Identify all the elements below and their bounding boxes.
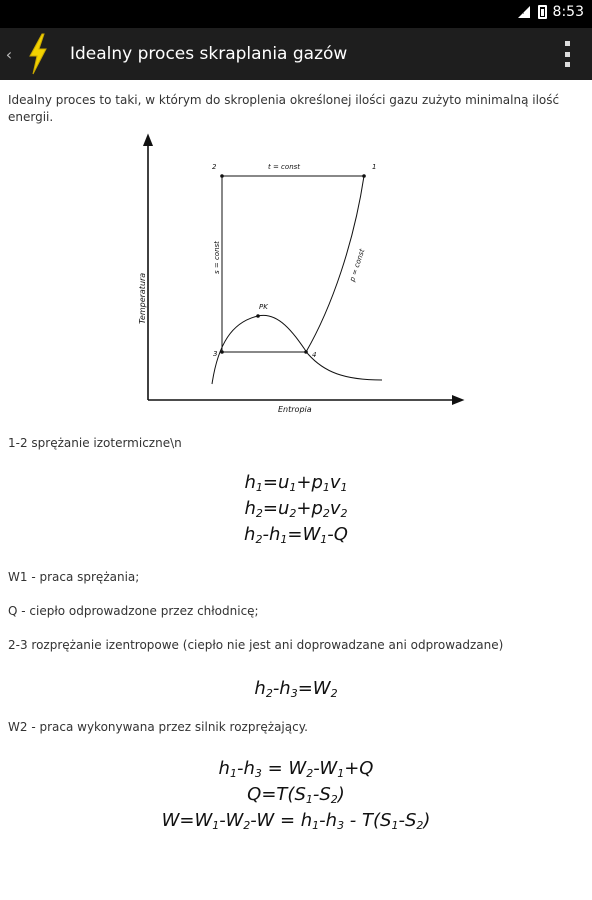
isobar-label: p = const bbox=[348, 248, 367, 283]
action-bar bbox=[0, 28, 592, 80]
intro-paragraph: Idealny proces to taki, w którym do skroplenia określonej ilości gazu zużyto minimalną ilość energii. bbox=[8, 93, 560, 124]
equation-h2-minus-h3: $h_2-h_3=W_2$ bbox=[254, 678, 338, 700]
isentrope-label: s = const bbox=[213, 241, 221, 274]
ts-diagram bbox=[132, 132, 472, 424]
isotherm-label: t = const bbox=[268, 163, 301, 171]
critical-point-label: PK bbox=[259, 303, 268, 311]
point-label-3: 3 bbox=[213, 350, 218, 358]
equation-h1: $h_1=u_1+p_1v_1$ bbox=[244, 472, 348, 494]
w1-text: W1 - praca sprężania; bbox=[8, 570, 140, 584]
svg-text:×: × bbox=[518, 8, 525, 16]
q-text: Q - ciepło odprowadzone przez chłodnicę; bbox=[8, 604, 259, 618]
back-chevron-icon[interactable]: ‹ bbox=[5, 44, 13, 64]
overflow-menu-icon[interactable] bbox=[564, 41, 570, 67]
status-icons bbox=[516, 4, 584, 20]
point-label-4: 4 bbox=[312, 351, 317, 359]
battery-icon bbox=[538, 5, 547, 19]
lightning-app-icon[interactable] bbox=[22, 32, 54, 76]
step-23-text: 2-3 rozprężanie izentropowe (ciepło nie jest ani doprowadzane ani odprowadzane) bbox=[8, 638, 504, 652]
point-label-1: 1 bbox=[372, 163, 377, 171]
equation-heat: $Q=T(S_1-S_2)$ bbox=[247, 784, 345, 806]
point-label-2: 2 bbox=[212, 163, 217, 171]
no-sim-icon bbox=[516, 5, 532, 19]
equation-h2: $h_2=u_2+p_2v_2$ bbox=[244, 498, 348, 520]
axis-label-y: Temperatura bbox=[138, 272, 147, 324]
saturation-curve bbox=[212, 315, 382, 384]
equation-h2-minus-h1: $h_2-h_1=W_1-Q$ bbox=[244, 524, 348, 546]
page-title: Idealny proces skraplania gazów bbox=[70, 44, 348, 64]
equation-work: $W=W_1-W_2-W = h_1-h_3 - T(S_1-S_2)$ bbox=[161, 810, 431, 832]
axis-label-x: Entropia bbox=[278, 405, 312, 414]
w2-text: W2 - praca wykonywana przez silnik rozprężający. bbox=[8, 720, 308, 734]
equation-energy-balance: $h_1-h_3 = W_2-W_1+Q$ bbox=[218, 758, 374, 780]
status-bar bbox=[0, 0, 592, 28]
step-12-text: 1-2 sprężanie izotermiczne\n bbox=[8, 436, 182, 450]
status-clock: 8:53 bbox=[552, 4, 584, 20]
